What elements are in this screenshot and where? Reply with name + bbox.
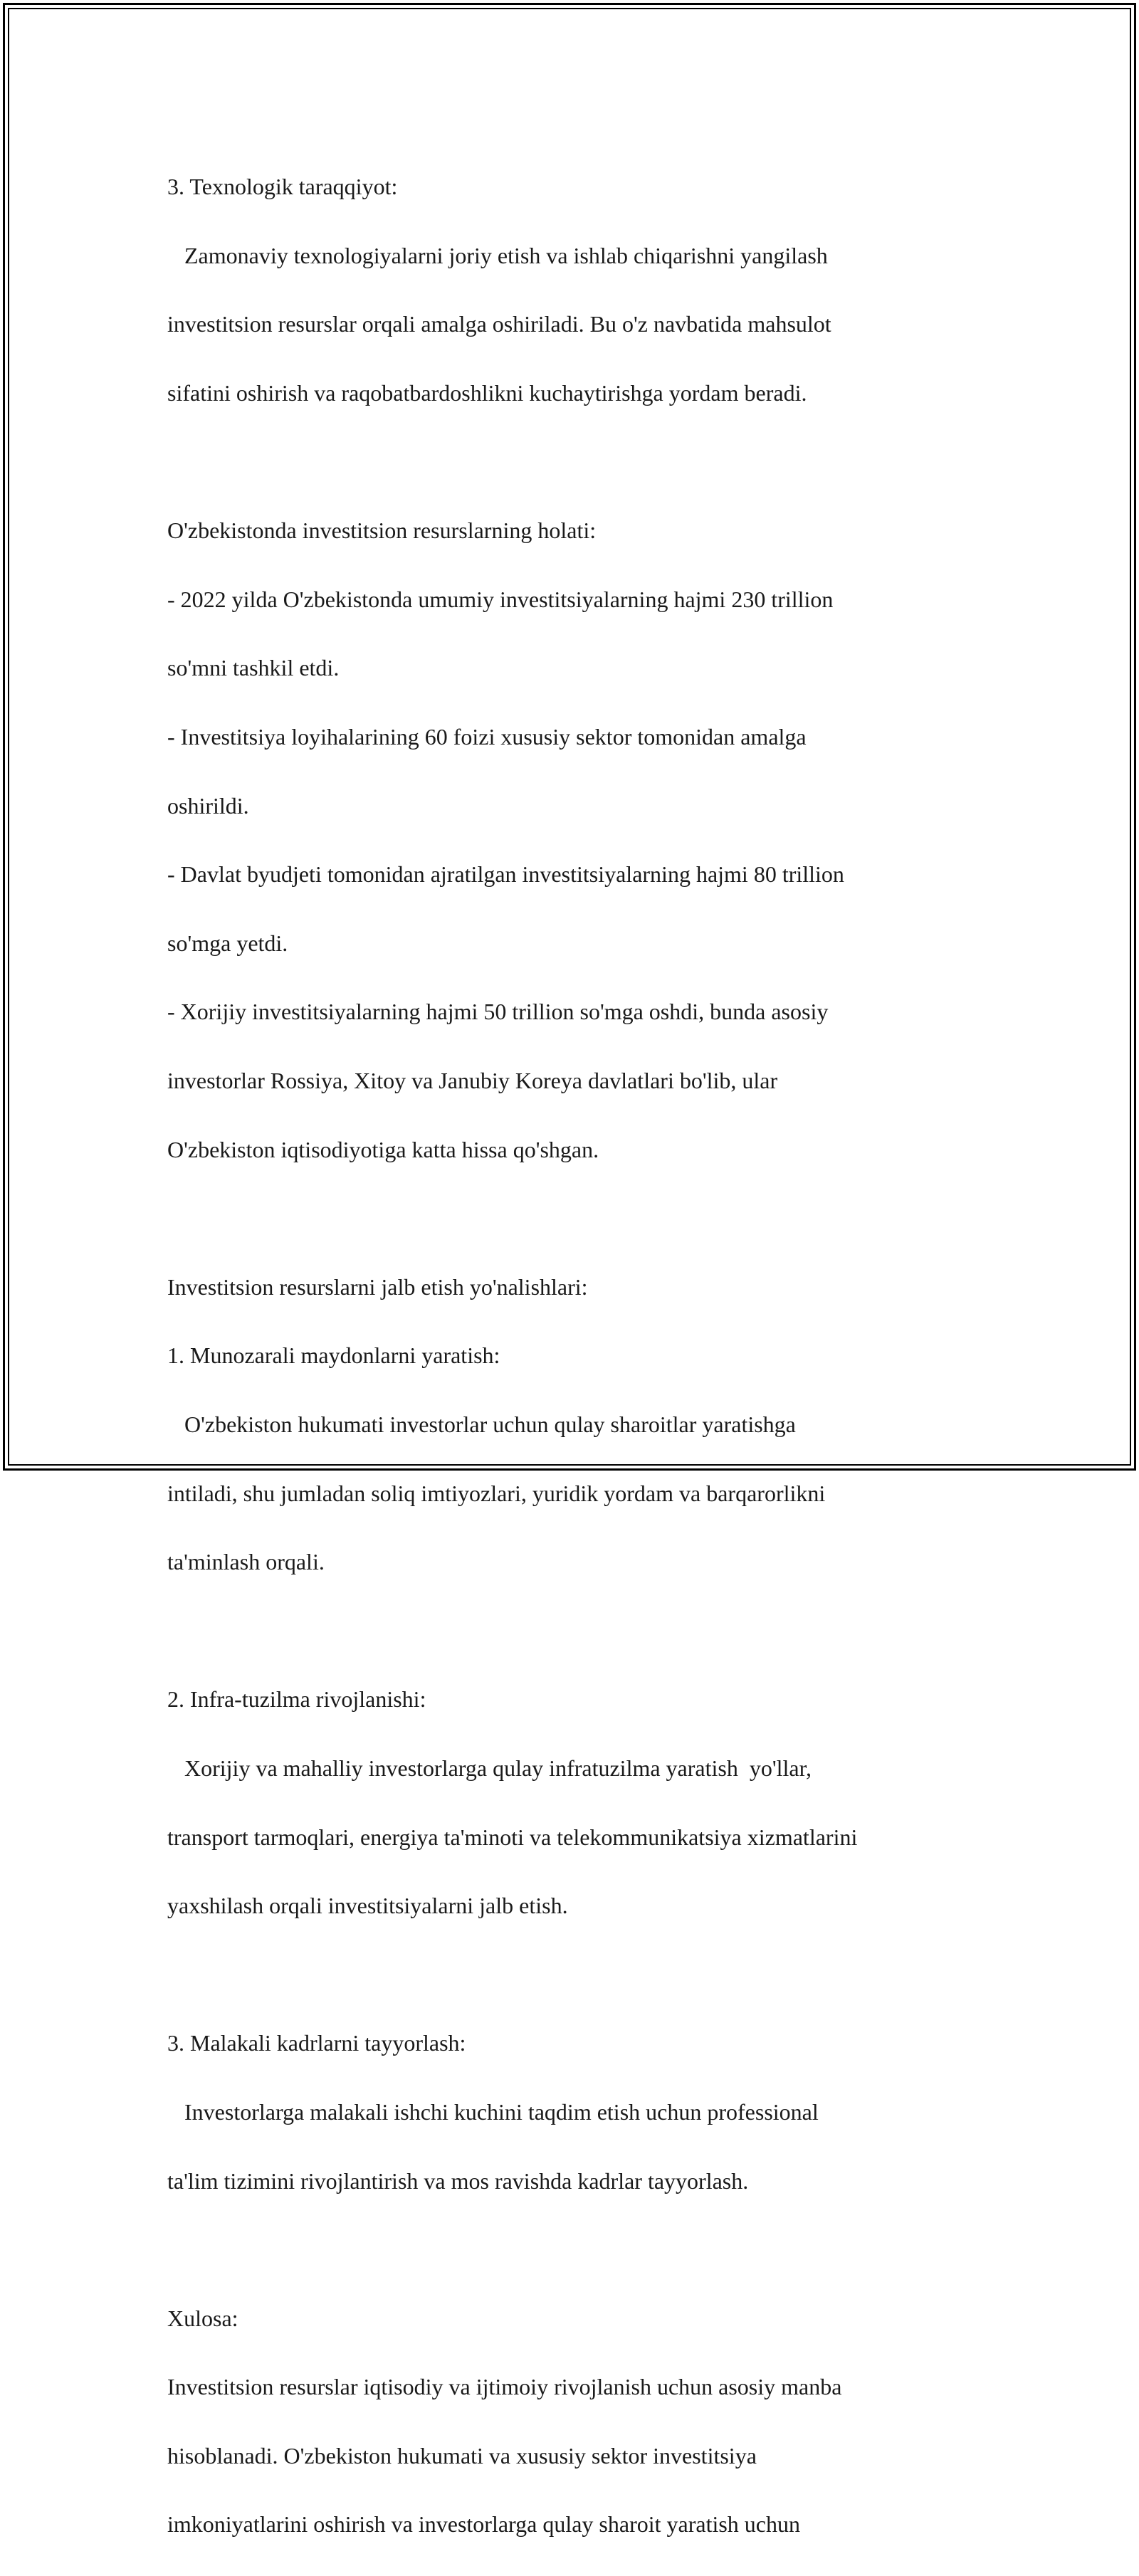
blank-line [167,1957,993,1992]
text-line: imkoniyatlarini oshirish va investorlarga qulay sharoit yaratish uchun [167,2511,800,2538]
text-line: O'zbekiston hukumati investorlar uchun qulay sharoitlar yaratishga [167,1411,796,1437]
blank-line [167,2232,993,2266]
text-line: O'zbekiston iqtisodiyotiga katta hissa qo'shgan. [167,1136,599,1162]
subheading-infrastructure: 2. Infra-tuzilma rivojlanishi: [167,1686,426,1713]
text-line: - 2022 yilda O'zbekistonda umumiy investitsiyalarning hajmi 230 trillion [167,586,834,612]
blank-line [167,1614,993,1648]
heading-investment-status: O'zbekistonda investitsion resurslarning holati: [167,517,597,544]
text-line: so'mni tashkil etdi. [167,655,340,681]
text-line: - Xorijiy investitsiyalarning hajmi 50 trillion so'mga oshdi, bunda asosiy [167,999,829,1025]
heading-conclusion: Xulosa: [167,2305,238,2331]
text-line: so'mga yetdi. [167,930,288,956]
blank-line [167,445,993,479]
text-line: yaxshilash orqali investitsiyalarni jalb etish. [167,1893,568,1919]
text-line: ta'minlash orqali. [167,1549,325,1575]
text-line: - Davlat byudjeti tomonidan ajratilgan investitsiyalarning hajmi 80 trillion [167,861,844,888]
text-line: Investorlarga malakali ishchi kuchini taqdim etish uchun professional [167,2098,819,2125]
blank-line [167,1201,993,1235]
subheading-discussion-areas: 1. Munozarali maydonlarni yaratish: [167,1342,500,1369]
document-body [167,135,993,2576]
heading-attraction-directions: Investitsion resurslarni jalb etish yo'nalishlari: [167,1273,588,1300]
text-line: investorlar Rossiya, Xitoy va Janubiy Koreya davlatlari bo'lib, ular [167,1068,778,1094]
text-line: oshirildi. [167,792,249,819]
text-line: sifatini oshirish va raqobatbardoshlikni kuchaytirishga yordam beradi. [167,380,807,406]
text-line: hisoblanadi. O'zbekiston hukumati va xususiy sektor investitsiya [167,2442,757,2469]
text-line: investitsion resurslar orqali amalga oshiriladi. Bu o'z navbatida mahsulot [167,311,831,337]
text-line: - Investitsiya loyihalarining 60 foizi xususiy sektor tomonidan amalga [167,724,807,750]
heading-technological-progress: 3. Texnologik taraqqiyot: [167,174,398,200]
text-line: transport tarmoqlari, energiya ta'minoti va telekommunikatsiya xizmatlarini [167,1824,858,1850]
subheading-qualified-staff: 3. Malakali kadrlarni tayyorlash: [167,2030,466,2056]
text-line: Investitsion resurslar iqtisodiy va ijtimoiy rivojlanish uchun asosiy manba [167,2374,842,2400]
text-line: Zamonaviy texnologiyalarni joriy etish va ishlab chiqarishni yangilash [167,242,828,268]
text-line: Xorijiy va mahalliy investorlarga qulay infratuzilma yaratish yo'llar, [167,1755,812,1781]
text-line: ta'lim tizimini rivojlantirish va mos ravishda kadrlar tayyorlash. [167,2167,749,2194]
text-line: intiladi, shu jumladan soliq imtiyozlari, yuridik yordam va barqarorlikni [167,1480,826,1506]
